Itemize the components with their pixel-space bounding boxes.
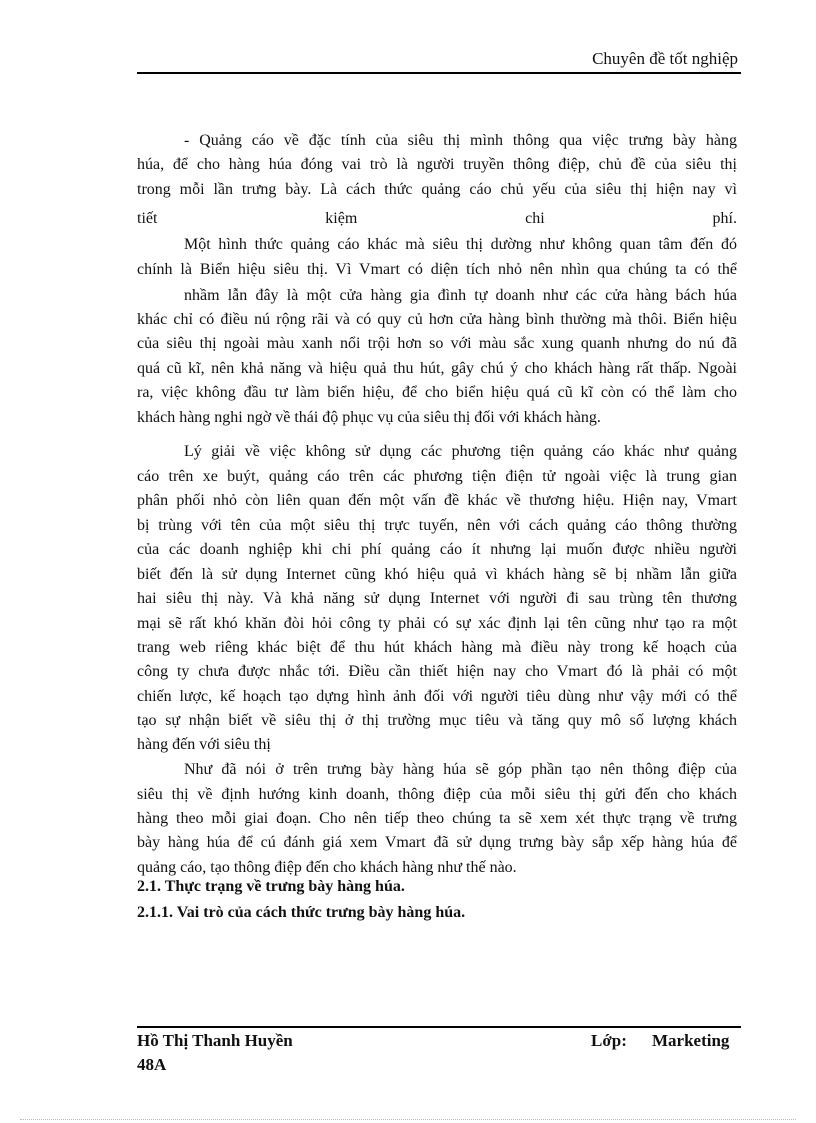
running-header-title: Chuyên đề tốt nghiệp <box>592 49 738 68</box>
header-rule <box>137 72 741 74</box>
body-text-line: nhầm lẫn đây là một cửa hàng gia đình tự doanh như các cửa hàng bách húa <box>184 287 737 304</box>
footer-rule <box>137 1026 741 1028</box>
body-text-line: siêu thị về định hướng kinh doanh, thông điệp của mỗi siêu thị gửi đến cho khách <box>137 786 737 803</box>
body-text-line: quá cũ kĩ, nên khả năng và hiệu quả thu hút, gây chú ý cho khách hàng rất thấp. Ngoài <box>137 360 737 377</box>
body-text-line: Như đã nói ở trên trưng bày hàng húa sẽ góp phần tạo nên thông điệp của <box>184 761 737 778</box>
body-text-line: ra, việc không đầu tư làm biển hiệu, để cho biển hiệu quá cũ kĩ còn có thể làm cho <box>137 384 737 401</box>
body-text-line: húa, để cho hàng húa đóng vai trò là người truyền thông điệp, chủ đề của siêu thị <box>137 156 737 173</box>
body-text-line: khác chỉ có điều nú rộng rãi và có quy củ hơn cửa hàng bình thường mà thôi. Biển hiệu <box>137 311 737 328</box>
body-text-line: Một hình thức quảng cáo khác mà siêu thị dường như không quan tâm đến đó <box>184 236 737 253</box>
body-text-line: khách hàng nghi ngờ về thái độ phục vụ của siêu thị đối với khách hàng. <box>137 409 601 426</box>
body-text-line: chính là Biển hiệu siêu thị. Vì Vmart có diện tích nhỏ nên nhìn qua chúng ta có thể <box>137 261 737 278</box>
body-text-line: hàng đến với siêu thị <box>137 736 271 753</box>
body-text-line: hai siêu thị này. Và khả năng sử dụng Internet với người đi sau trùng tên thương <box>137 590 737 607</box>
body-text-line: trang web riêng khác biệt để thu hút khách hàng mà điều này trong kế hoạch của <box>137 639 737 656</box>
body-text-line: tiết kiệm chi phí. <box>137 210 737 227</box>
body-text-line: tạo sự nhận biết về siêu thị ở thị trường mục tiêu và tăng quy mô số lượng khách <box>137 712 737 729</box>
body-text-line: phân phối nhỏ còn liên quan đến một vấn đề khác về thương hiệu. Hiện nay, Vmart <box>137 492 737 509</box>
page-edge <box>20 1119 796 1120</box>
body-text-line: chiến lược, kế hoạch tạo dựng hình ảnh đối với người tiêu dùng như vậy mới có thể <box>137 688 737 705</box>
body-text-line: hàng theo mỗi giai đoạn. Cho nên tiếp theo chúng ta sẽ xem xét thực trạng về trưng <box>137 810 737 827</box>
body-text-line: của siêu thị ngoài màu xanh nổi trội hơn so với màu sắc xung quanh nhưng do nú đã <box>137 335 737 352</box>
body-text-line: của các doanh nghiệp khi chi phí quảng cáo ít nhưng lại muốn được nhiều người <box>137 541 737 558</box>
body-text-line: trong mỗi lần trưng bày. Là cách thức quảng cáo chủ yếu của siêu thị hiện nay vì <box>137 181 737 198</box>
body-text-line: công ty chưa được nhắc tới. Điều cần thiết hiện nay cho Vmart đó là phải có một <box>137 663 737 680</box>
footer-class-label: Lớp: <box>591 1031 627 1050</box>
body-text-line: cáo trên xe buýt, quảng cáo trên các phương tiện điện tử ngoài việc là trung gian <box>137 468 737 485</box>
body-text-line: quảng cáo, tạo thông điệp đến cho khách hàng như thế nào. <box>137 859 517 876</box>
body-text-line: Lý giải về việc không sử dụng các phương tiện quảng cáo khác như quảng <box>184 443 737 460</box>
footer-class-value: Marketing <box>652 1031 730 1050</box>
footer-class-suffix: 48A <box>137 1055 167 1074</box>
subsection-heading: 2.1.1. Vai trò của cách thức trưng bày hàng húa. <box>137 904 466 921</box>
body-text-line: - Quảng cáo về đặc tính của siêu thị mình thông qua việc trưng bày hàng <box>184 132 737 149</box>
body-text-line: mại sẽ rất khó khăn đòi hỏi công ty phải có sự xác định lại tên cũng như tạo ra một <box>137 615 737 632</box>
body-text-line: bày hàng húa để cú đánh giá xem Vmart đã sử dụng trưng bày sắp xếp hàng húa để <box>137 834 737 851</box>
footer-author: Hồ Thị Thanh Huyền <box>137 1031 293 1050</box>
body-text-line: bị trùng với tên của một siêu thị trực tuyến, nên với cách quảng cáo thông thường <box>137 517 737 534</box>
section-heading: 2.1. Thực trạng về trưng bày hàng húa. <box>137 878 405 895</box>
body-text-line: biết đến là sử dụng Internet cũng khó hiệu quả vì khách hàng sẽ bị nhầm lẫn giữa <box>137 566 737 583</box>
